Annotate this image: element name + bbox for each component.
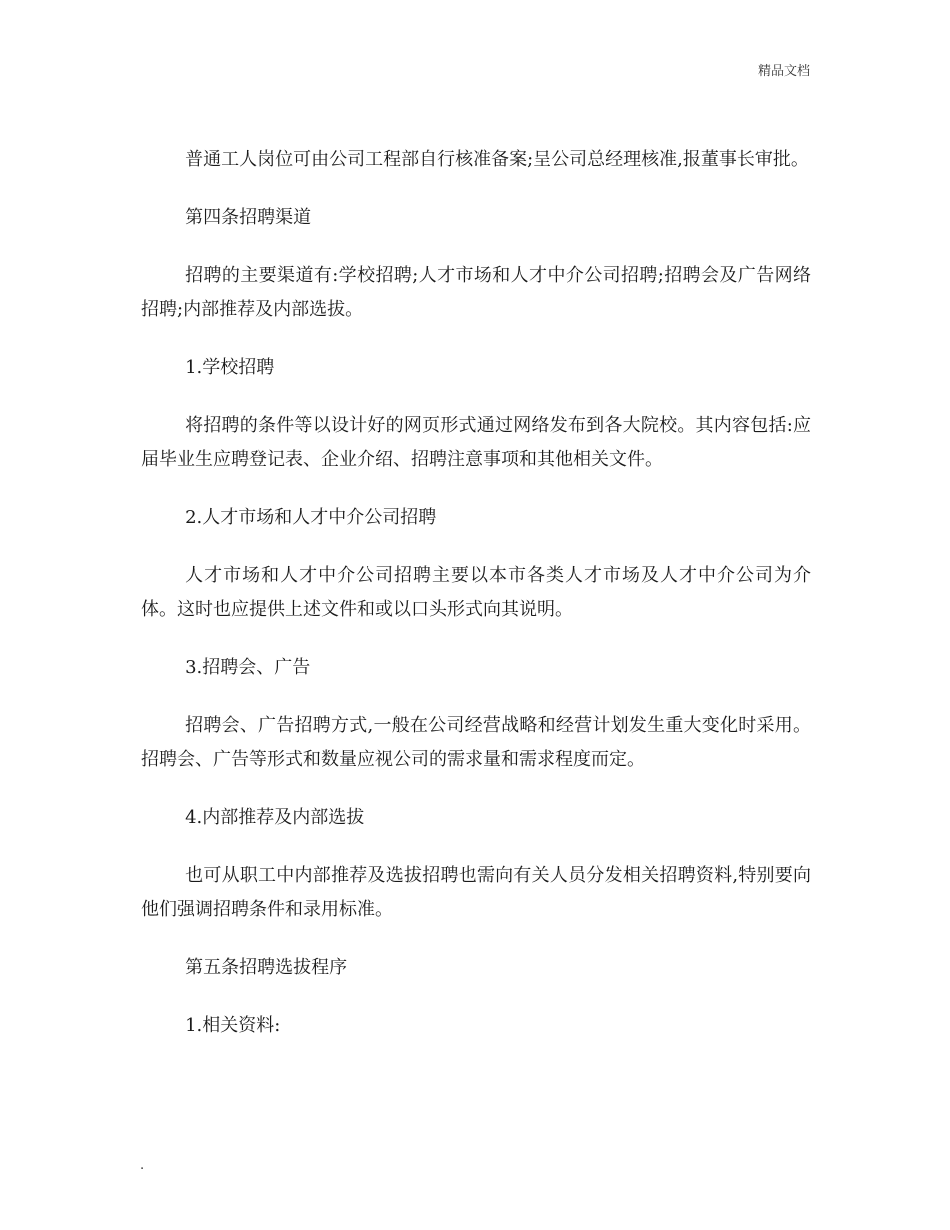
subheading-related-materials: 1.相关资料: [185, 1015, 281, 1036]
heading-article-4-channels: 第四条招聘渠道 [185, 207, 312, 228]
subheading-campus-recruitment: 1.学校招聘 [185, 357, 275, 378]
page-footer-mark: . [140, 1158, 145, 1173]
paragraph-approval: 普通工人岗位可由公司工程部自行核准备案;呈公司总经理核准,报董事长审批。 [185, 149, 809, 170]
subheading-job-fair-ads: 3.招聘会、广告 [185, 657, 311, 678]
paragraph-talent-market: 人才市场和人才中介公司招聘主要以本市各类人才市场及人才中介公司为介体。这时也应提供上述文件和或以口头形式向其说明。 [141, 565, 811, 620]
paragraph-job-fair-ads: 招聘会、广告招聘方式,一般在公司经营战略和经营计划发生重大变化时采用。招聘会、广告等形式和数量应视公司的需求量和需求程度而定。 [141, 715, 811, 770]
document-body [141, 143, 811, 1067]
paragraph-internal-referral: 也可从职工中内部推荐及选拔招聘也需向有关人员分发相关招聘资料,特别要向他们强调招聘条件和录用标准。 [141, 865, 811, 920]
subheading-internal-referral: 4.内部推荐及内部选拔 [185, 807, 365, 828]
paragraph-main-channels: 招聘的主要渠道有:学校招聘;人才市场和人才中介公司招聘;招聘会及广告网络招聘;内部推荐及内部选拔。 [141, 265, 811, 320]
subheading-talent-market: 2.人才市场和人才中介公司招聘 [185, 507, 437, 528]
heading-article-5-procedure: 第五条招聘选拔程序 [185, 957, 348, 978]
paragraph-campus-recruitment: 将招聘的条件等以设计好的网页形式通过网络发布到各大院校。其内容包括:应届毕业生应聘登记表、企业介绍、招聘注意事项和其他相关文件。 [141, 415, 811, 470]
page-header-label: 精品文档 [757, 64, 810, 79]
